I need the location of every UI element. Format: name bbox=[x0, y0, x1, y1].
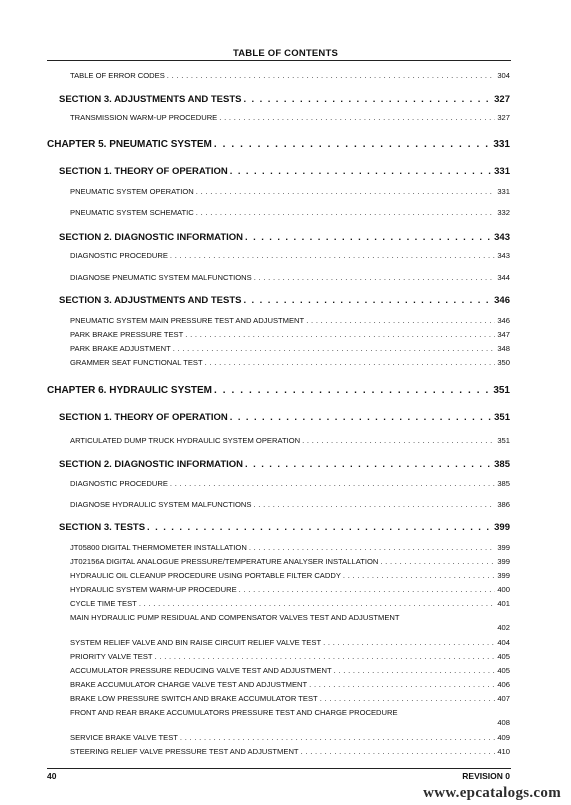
toc-entry-item[interactable] bbox=[70, 585, 510, 594]
dot-leader bbox=[196, 187, 496, 196]
dot-leader bbox=[243, 94, 492, 105]
dot-leader bbox=[245, 459, 492, 470]
footer-revision: REVISION 0 bbox=[462, 771, 510, 781]
toc-entry-page: 327 bbox=[497, 113, 510, 122]
toc-entry-title: TABLE OF ERROR CODES bbox=[70, 71, 165, 80]
toc-entry-page: 343 bbox=[497, 251, 510, 260]
toc-entry-item[interactable] bbox=[70, 543, 510, 552]
toc-entry-page: 405 bbox=[497, 666, 510, 675]
toc-entry-title: CHAPTER 6. HYDRAULIC SYSTEM bbox=[47, 385, 213, 396]
toc-entry-page: 304 bbox=[497, 71, 510, 80]
toc-entry-page: 346 bbox=[494, 295, 510, 306]
toc-entry-item[interactable] bbox=[70, 500, 510, 509]
toc-entry-section[interactable] bbox=[59, 166, 510, 177]
toc-entry-section[interactable] bbox=[59, 232, 510, 243]
dot-leader bbox=[205, 358, 496, 367]
toc-entry-title: DIAGNOSTIC PROCEDURE bbox=[70, 479, 168, 488]
toc-entry-title: SECTION 2. DIAGNOSTIC INFORMATION bbox=[59, 459, 244, 470]
toc-entry-title: HYDRAULIC OIL CLEANUP PROCEDURE USING PORTABLE FILTER CADDY bbox=[70, 571, 341, 580]
toc-entry-item[interactable] bbox=[70, 358, 510, 367]
toc-entry-title: JT02156A DIGITAL ANALOGUE PRESSURE/TEMPERATURE ANALYSER INSTALLATION bbox=[70, 557, 379, 566]
toc-entry-title: PNEUMATIC SYSTEM MAIN PRESSURE TEST AND ADJUSTMENT bbox=[70, 316, 305, 325]
toc-entry-page: 347 bbox=[497, 330, 510, 339]
toc-entry-page: 409 bbox=[497, 733, 510, 742]
toc-entry-title: DIAGNOSTIC PROCEDURE bbox=[70, 251, 168, 260]
toc-entry-item[interactable] bbox=[70, 251, 510, 260]
toc-entry-item[interactable] bbox=[70, 694, 510, 703]
dot-leader bbox=[139, 599, 496, 608]
toc-entry-title: PARK BRAKE ADJUSTMENT bbox=[70, 344, 171, 353]
toc-entry-page: 402 bbox=[497, 623, 510, 632]
toc-entry-page: 407 bbox=[497, 694, 510, 703]
toc-entry-page: 404 bbox=[497, 638, 510, 647]
toc-entry-title: PRIORITY VALVE TEST bbox=[70, 652, 153, 661]
toc-entry-section[interactable] bbox=[59, 522, 510, 533]
toc-entry-wrapped[interactable] bbox=[70, 708, 510, 727]
toc-entry-item[interactable] bbox=[70, 599, 510, 608]
toc-entry-title: JT05800 DIGITAL THERMOMETER INSTALLATION bbox=[70, 543, 247, 552]
dot-leader bbox=[245, 232, 492, 243]
dot-leader bbox=[170, 479, 495, 488]
dot-leader bbox=[380, 557, 495, 566]
dot-leader bbox=[239, 585, 496, 594]
toc-entry-item[interactable] bbox=[70, 652, 510, 661]
toc-entry-title: PARK BRAKE PRESSURE TEST bbox=[70, 330, 184, 339]
toc-entry-title: SECTION 3. ADJUSTMENTS AND TESTS bbox=[59, 94, 242, 105]
footer-page-number: 40 bbox=[47, 771, 57, 781]
toc-entry-page: 399 bbox=[494, 522, 510, 533]
toc-entry-section[interactable] bbox=[59, 295, 510, 306]
toc-entry-page: 344 bbox=[497, 273, 510, 282]
toc-entry-title: SECTION 1. THEORY OF OPERATION bbox=[59, 412, 228, 423]
page-title: TABLE OF CONTENTS bbox=[232, 48, 339, 59]
toc-entry-title: ARTICULATED DUMP TRUCK HYDRAULIC SYSTEM OPERATION bbox=[70, 436, 301, 445]
toc-entry-page: 399 bbox=[497, 571, 510, 580]
toc-entry-chapter[interactable] bbox=[47, 385, 510, 396]
toc-entry-page: 385 bbox=[494, 459, 510, 470]
toc-entry-page: 346 bbox=[497, 316, 510, 325]
dot-leader bbox=[180, 733, 495, 742]
toc-entry-page: 348 bbox=[497, 344, 510, 353]
dot-leader bbox=[147, 522, 492, 533]
toc-entry-title: DIAGNOSE HYDRAULIC SYSTEM MALFUNCTIONS bbox=[70, 500, 252, 509]
dot-leader bbox=[230, 412, 492, 423]
toc-entry-title: SECTION 2. DIAGNOSTIC INFORMATION bbox=[59, 232, 244, 243]
dot-leader bbox=[343, 571, 495, 580]
toc-entry-item[interactable] bbox=[70, 316, 510, 325]
dot-leader bbox=[196, 208, 496, 217]
dot-leader bbox=[243, 295, 492, 306]
toc-entry-page: 410 bbox=[497, 747, 510, 756]
toc-entry-title: TRANSMISSION WARM-UP PROCEDURE bbox=[70, 113, 218, 122]
dot-leader bbox=[334, 666, 496, 675]
toc-entry-page: 351 bbox=[494, 412, 510, 423]
toc-entry-title: PNEUMATIC SYSTEM OPERATION bbox=[70, 187, 194, 196]
toc-entry-page: 385 bbox=[497, 479, 510, 488]
toc-entry-title: GRAMMER SEAT FUNCTIONAL TEST bbox=[70, 358, 203, 367]
toc-entry-title: PNEUMATIC SYSTEM SCHEMATIC bbox=[70, 208, 194, 217]
toc-entry-section[interactable] bbox=[59, 94, 510, 105]
dot-leader bbox=[167, 71, 496, 80]
dot-leader bbox=[320, 694, 496, 703]
toc-entry-title: CHAPTER 5. PNEUMATIC SYSTEM bbox=[47, 139, 212, 150]
dot-leader bbox=[253, 500, 495, 509]
toc-entry-item[interactable] bbox=[70, 273, 510, 282]
toc-entry-section[interactable] bbox=[59, 459, 510, 470]
toc-entry-title: SECTION 3. ADJUSTMENTS AND TESTS bbox=[59, 295, 242, 306]
toc-entry-page: 331 bbox=[494, 166, 510, 177]
toc-entry-item[interactable] bbox=[70, 344, 510, 353]
dot-leader bbox=[254, 273, 496, 282]
dot-leader bbox=[302, 436, 495, 445]
toc-entry-title: FRONT AND REAR BRAKE ACCUMULATORS PRESSURE TEST AND CHARGE PROCEDURE bbox=[70, 708, 398, 717]
toc-entry-title: HYDRAULIC SYSTEM WARM-UP PROCEDURE bbox=[70, 585, 237, 594]
toc-entry-title: SYSTEM RELIEF VALVE AND BIN RAISE CIRCUIT RELIEF VALVE TEST bbox=[70, 638, 322, 647]
toc-entry-item[interactable] bbox=[70, 436, 510, 445]
toc-entry-page: 400 bbox=[497, 585, 510, 594]
toc-entry-page: 401 bbox=[497, 599, 510, 608]
dot-leader bbox=[309, 680, 495, 689]
toc-entry-title: CYCLE TIME TEST bbox=[70, 599, 137, 608]
toc-entry-page: 331 bbox=[493, 139, 510, 150]
dot-leader bbox=[323, 638, 495, 647]
toc-entry-title: SECTION 3. TESTS bbox=[59, 522, 146, 533]
toc-entry-page: 408 bbox=[497, 718, 510, 727]
toc-entry-page: 331 bbox=[497, 187, 510, 196]
dot-leader bbox=[214, 139, 491, 150]
footer-rule bbox=[47, 768, 511, 769]
toc-entry-title: STEERING RELIEF VALVE PRESSURE TEST AND ADJUSTMENT bbox=[70, 747, 299, 756]
dot-leader bbox=[185, 330, 495, 339]
toc-entry-item[interactable] bbox=[70, 747, 510, 756]
toc-entry-chapter[interactable] bbox=[47, 139, 510, 150]
toc-entry-item[interactable] bbox=[70, 479, 510, 488]
toc-entry-page: 327 bbox=[494, 94, 510, 105]
dot-leader bbox=[155, 652, 496, 661]
toc-entry-item[interactable] bbox=[70, 208, 510, 217]
toc-entry-item[interactable] bbox=[70, 71, 510, 80]
toc-entry-title: ACCUMULATOR PRESSURE REDUCING VALVE TEST AND ADJUSTMENT bbox=[70, 666, 332, 675]
toc-entry-item[interactable] bbox=[70, 113, 510, 122]
toc-entry-title: SECTION 1. THEORY OF OPERATION bbox=[59, 166, 228, 177]
dot-leader bbox=[249, 543, 496, 552]
toc-entry-title: BRAKE ACCUMULATOR CHARGE VALVE TEST AND ADJUSTMENT bbox=[70, 680, 308, 689]
dot-leader bbox=[170, 251, 495, 260]
toc-entry-item[interactable] bbox=[70, 330, 510, 339]
toc-entry-page: 405 bbox=[497, 652, 510, 661]
dot-leader bbox=[230, 166, 492, 177]
watermark: www.epcatalogs.com bbox=[423, 785, 561, 801]
toc-entry-page: 351 bbox=[497, 436, 510, 445]
dot-leader bbox=[306, 316, 495, 325]
toc-entry-title: MAIN HYDRAULIC PUMP RESIDUAL AND COMPENSATOR VALVES TEST AND ADJUSTMENT bbox=[70, 613, 400, 622]
toc-entry-page: 386 bbox=[497, 500, 510, 509]
toc-entry-item[interactable] bbox=[70, 187, 510, 196]
toc-entry-wrapped[interactable] bbox=[70, 613, 510, 632]
toc-entry-item[interactable] bbox=[70, 666, 510, 675]
toc-entry-item[interactable] bbox=[70, 680, 510, 689]
toc-entry-item[interactable] bbox=[70, 571, 510, 580]
dot-leader bbox=[219, 113, 495, 122]
toc-entry-page: 332 bbox=[497, 208, 510, 217]
toc-entry-page: 351 bbox=[493, 385, 510, 396]
dot-leader bbox=[173, 344, 496, 353]
toc-entry-page: 350 bbox=[497, 358, 510, 367]
toc-entry-item[interactable] bbox=[70, 733, 510, 742]
toc-entry-item[interactable] bbox=[70, 557, 510, 566]
toc-entry-title: DIAGNOSE PNEUMATIC SYSTEM MALFUNCTIONS bbox=[70, 273, 252, 282]
toc-entry-section[interactable] bbox=[59, 412, 510, 423]
toc-entry-page: 399 bbox=[497, 557, 510, 566]
dot-leader bbox=[301, 747, 496, 756]
toc-entry-title: SERVICE BRAKE VALVE TEST bbox=[70, 733, 178, 742]
toc-entry-page: 343 bbox=[494, 232, 510, 243]
toc-entry-page: 399 bbox=[497, 543, 510, 552]
toc-entry-item[interactable] bbox=[70, 638, 510, 647]
toc-entry-title: BRAKE LOW PRESSURE SWITCH AND BRAKE ACCUMULATOR TEST bbox=[70, 694, 318, 703]
dot-leader bbox=[214, 385, 491, 396]
toc-entry-page: 406 bbox=[497, 680, 510, 689]
